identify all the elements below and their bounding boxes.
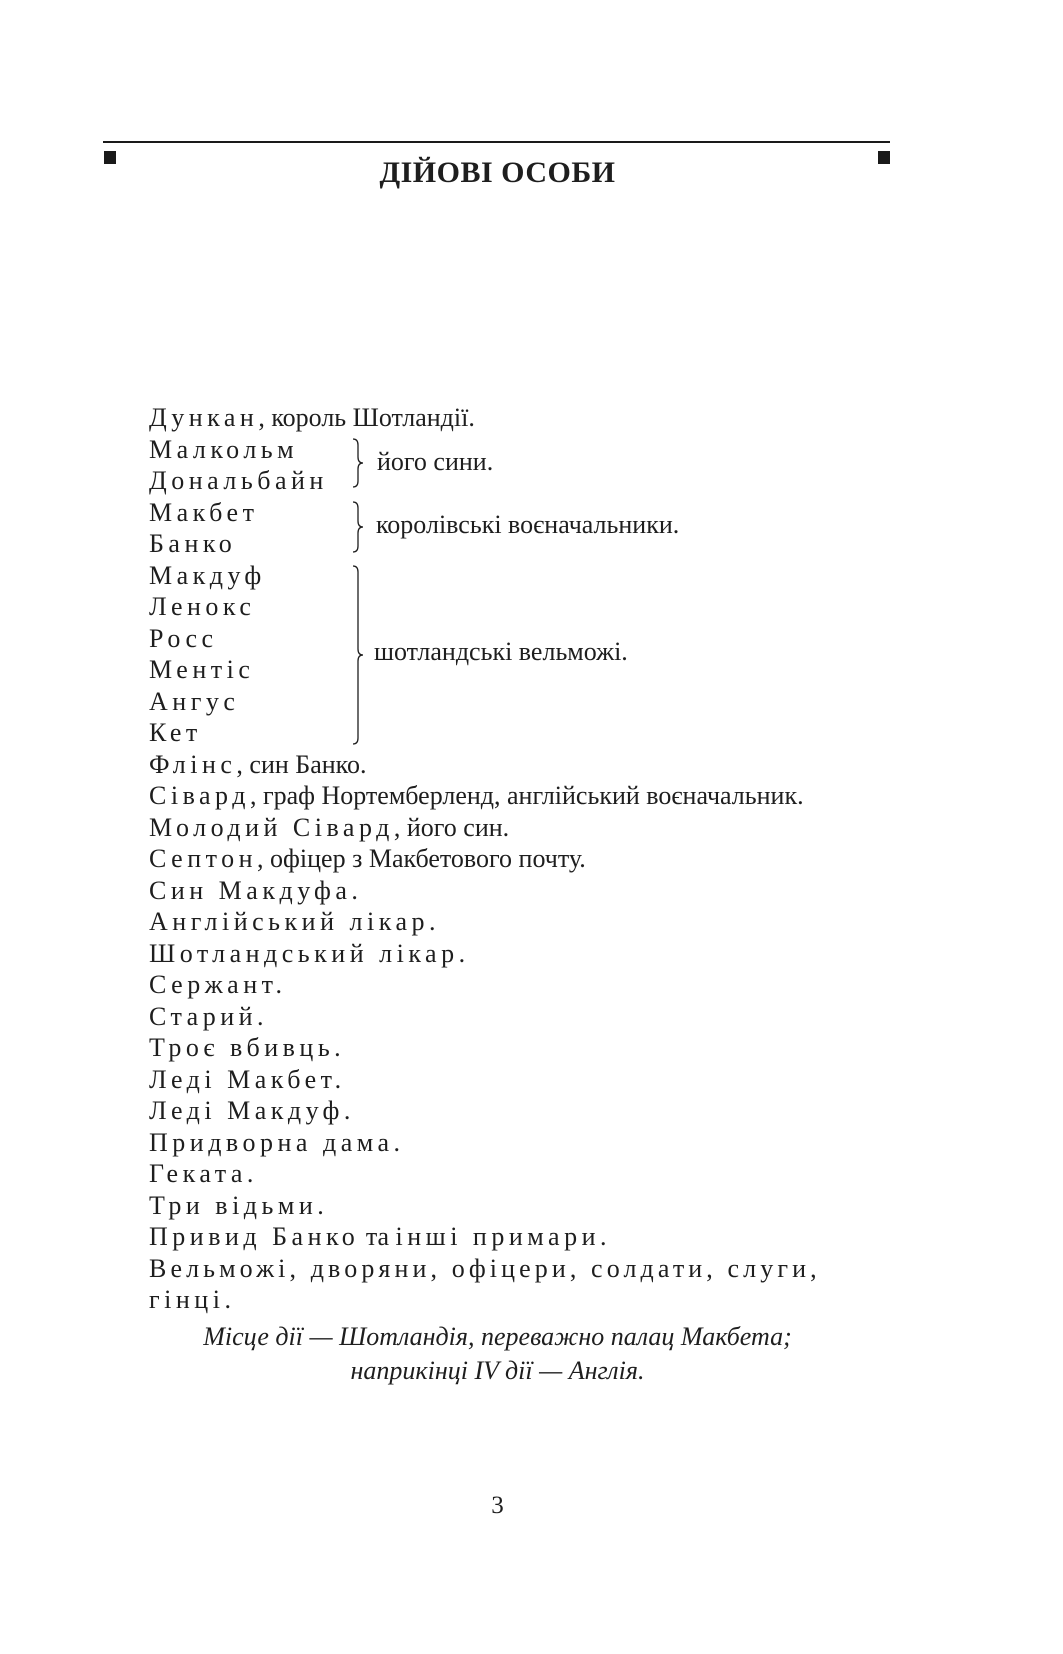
cast-young-sivard: Молодий Сівард, його син. [149, 813, 510, 842]
group-nobles-label: шотландські вельможі. [374, 637, 628, 666]
cast-ross: Росс [149, 624, 218, 653]
cast-hekata: Геката. [149, 1159, 258, 1188]
brace-commanders [351, 500, 365, 554]
group-commanders-label: королівські воєначальники. [376, 510, 680, 539]
page-title: ДІЙОВІ ОСОБИ [379, 156, 616, 189]
cast-scottish-doctor: Шотландський лікар. [149, 939, 470, 968]
cast-flins: Флінс, син Банко. [149, 750, 367, 779]
cast-donalbain: Дональбайн [149, 466, 328, 495]
cast-lenoks: Ленокс [149, 592, 256, 621]
group-sons-label: його сини. [377, 447, 494, 476]
cast-dunkan: Дункан, король Шотландії. [149, 403, 475, 432]
setting-line2: наприкінці IV дії — Англія. [350, 1356, 645, 1385]
page-number: 3 [491, 1492, 504, 1519]
brace-sons [351, 437, 365, 489]
cast-sivard: Сівард, граф Нортемберленд, англійський воєначальник. [149, 781, 804, 810]
cast-english-doctor: Англійський лікар. [149, 907, 440, 936]
cast-makduf: Макдуф [149, 561, 266, 590]
cast-makduf-son: Син Макдуфа. [149, 876, 363, 905]
top-rule [103, 141, 890, 143]
cast-septon: Септон, офіцер з Макбетового почту. [149, 844, 586, 873]
setting-line1: Місце дії — Шотландія, переважно палац Макбета; [203, 1322, 792, 1351]
cast-court-lady: Придворна дама. [149, 1128, 405, 1157]
cast-three-murderers: Троє вбивць. [149, 1033, 346, 1062]
cast-lady-makbet: Леді Макбет. [149, 1065, 346, 1094]
cast-crowd-line1: Вельможі, дворяни, офіцери, солдати, слуги, [149, 1254, 821, 1283]
cast-mentis: Ментіс [149, 655, 255, 684]
cast-malkolm: Малкольм [149, 435, 299, 464]
cast-banko: Банко [149, 529, 237, 558]
cast-crowd-line2: гінці. [149, 1285, 236, 1314]
cast-sergeant: Сержант. [149, 970, 287, 999]
cast-ket: Кет [149, 718, 202, 747]
cast-makbet: Макбет [149, 498, 259, 527]
cast-ghost: Привид Банко та інші примари. [149, 1222, 611, 1251]
cast-lady-makduf: Леді Макдуф. [149, 1096, 355, 1125]
cast-angus: Ангус [149, 687, 240, 716]
cast-three-witches: Три відьми. [149, 1191, 329, 1220]
brace-nobles [351, 564, 365, 746]
cast-old-man: Старий. [149, 1002, 269, 1031]
